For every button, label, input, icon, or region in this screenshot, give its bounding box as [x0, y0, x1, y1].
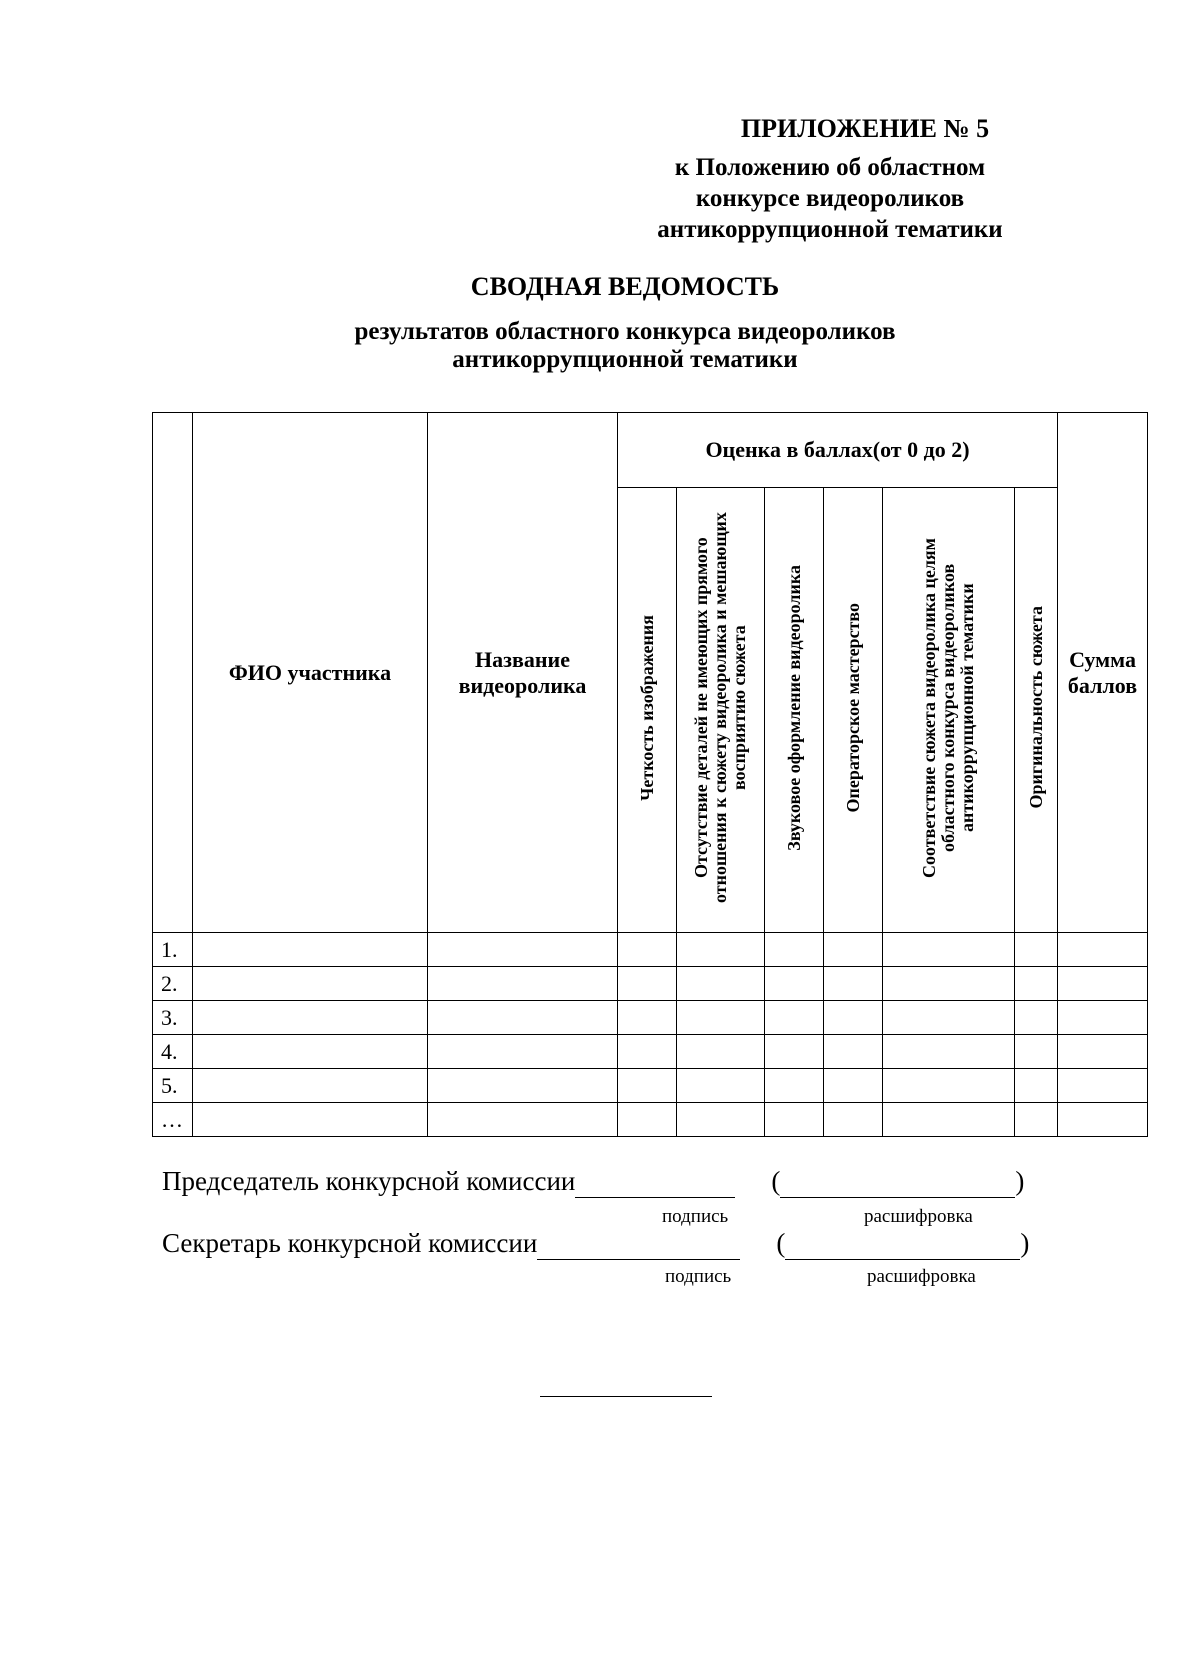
criterion-header	[765, 488, 824, 933]
appendix-line: конкурсе видеороликов	[695, 185, 965, 212]
results-table	[152, 412, 1148, 1137]
table-cell[interactable]	[618, 933, 677, 967]
decoding-caption: расшифровка	[864, 1206, 973, 1227]
open-paren: (	[771, 1166, 781, 1196]
table-cell[interactable]	[677, 1069, 765, 1103]
criterion-label: Соответствие сюжета видеоролика целям областного конкурса видеороликов антикоррупционной тематики	[919, 537, 977, 878]
table-cell[interactable]	[677, 1001, 765, 1035]
table-cell[interactable]	[193, 933, 428, 967]
appendix-line: антикоррупционной тематики	[657, 216, 1003, 243]
row-number: 3.	[153, 1001, 193, 1035]
table-cell[interactable]	[1015, 1103, 1058, 1137]
appendix-reference	[620, 152, 1040, 245]
criterion-header	[883, 488, 1015, 933]
table-cell[interactable]	[824, 1035, 883, 1069]
table-cell[interactable]	[765, 1103, 824, 1137]
row-number: 1.	[153, 933, 193, 967]
row-number: …	[153, 1103, 193, 1137]
close-paren: )	[1020, 1228, 1030, 1258]
table-row	[153, 967, 1148, 1001]
chairman-label: Председатель конкурсной комиссии	[162, 1166, 576, 1196]
participant-header: ФИО участника	[193, 413, 428, 933]
table-cell[interactable]	[193, 1001, 428, 1035]
table-row	[153, 1035, 1148, 1069]
appendix-number: ПРИЛОЖЕНИЕ № 5	[740, 114, 990, 143]
table-cell[interactable]	[618, 967, 677, 1001]
subtitle-line: результатов областного конкурса видеороликов	[354, 318, 896, 345]
table-cell[interactable]	[765, 1069, 824, 1103]
row-number: 4.	[153, 1035, 193, 1069]
close-paren: )	[1015, 1166, 1025, 1196]
table-cell[interactable]	[677, 1103, 765, 1137]
table-cell[interactable]	[428, 967, 618, 1001]
table-cell[interactable]	[1058, 1001, 1148, 1035]
video-title-header: Название видеоролика	[428, 413, 618, 933]
open-paren: (	[776, 1228, 786, 1258]
table-cell[interactable]	[883, 1001, 1015, 1035]
table-cell[interactable]	[428, 1001, 618, 1035]
table-cell[interactable]	[428, 933, 618, 967]
secretary-signature-line	[162, 1228, 1029, 1260]
table-cell[interactable]	[193, 1069, 428, 1103]
table-cell[interactable]	[1058, 933, 1148, 967]
table-cell[interactable]	[193, 1103, 428, 1137]
table-cell[interactable]	[1015, 1035, 1058, 1069]
table-cell[interactable]	[428, 1069, 618, 1103]
table-cell[interactable]	[1015, 1069, 1058, 1103]
table-row	[153, 933, 1148, 967]
table-cell[interactable]	[883, 933, 1015, 967]
chairman-signature-line	[162, 1166, 1024, 1198]
table-cell[interactable]	[765, 933, 824, 967]
table-cell[interactable]	[677, 1035, 765, 1069]
table-cell[interactable]	[618, 1035, 677, 1069]
table-cell[interactable]	[824, 1103, 883, 1137]
criterion-header	[677, 488, 765, 933]
document-subtitle	[0, 318, 1200, 374]
table-cell[interactable]	[677, 967, 765, 1001]
subtitle-line: антикоррупционной тематики	[452, 346, 798, 373]
table-cell[interactable]	[1015, 1001, 1058, 1035]
table-row	[153, 1103, 1148, 1137]
decoding-caption: расшифровка	[867, 1266, 976, 1287]
score-group-header: Оценка в баллах(от 0 до 2)	[618, 413, 1058, 488]
criterion-label: Операторское мастерство	[842, 602, 863, 813]
table-cell[interactable]	[618, 1001, 677, 1035]
secretary-decoding-field[interactable]	[785, 1228, 1020, 1260]
table-cell[interactable]	[1058, 967, 1148, 1001]
table-cell[interactable]	[677, 933, 765, 967]
signature-caption: подпись	[662, 1206, 729, 1227]
chairman-decoding-field[interactable]	[780, 1166, 1015, 1198]
table-row	[153, 1001, 1148, 1035]
table-cell[interactable]	[765, 1035, 824, 1069]
table-cell[interactable]	[193, 1035, 428, 1069]
table-cell[interactable]	[824, 967, 883, 1001]
appendix-header	[620, 112, 1040, 245]
table-cell[interactable]	[428, 1103, 618, 1137]
table-cell[interactable]	[1058, 1069, 1148, 1103]
table-cell[interactable]	[1058, 1103, 1148, 1137]
signature-caption: подпись	[665, 1266, 732, 1287]
table-cell[interactable]	[618, 1103, 677, 1137]
table-cell[interactable]	[883, 1035, 1015, 1069]
table-cell[interactable]	[1058, 1035, 1148, 1069]
criterion-label: Оригинальность сюжета	[1025, 606, 1046, 809]
secretary-signature-field[interactable]	[537, 1228, 740, 1260]
table-cell[interactable]	[883, 1103, 1015, 1137]
chairman-signature-field[interactable]	[575, 1166, 735, 1198]
criterion-header	[1015, 488, 1058, 933]
table-cell[interactable]	[765, 967, 824, 1001]
footer-rule	[540, 1396, 712, 1397]
criterion-label: Четкость изображения	[636, 614, 657, 801]
table-cell[interactable]	[824, 1069, 883, 1103]
table-cell[interactable]	[428, 1035, 618, 1069]
appendix-line: к Положению об областном	[674, 154, 986, 181]
number-header-cell	[153, 413, 193, 933]
criterion-label: Отсутствие деталей не имеющих прямого отношения к сюжету видеоролика и мешающих восприятию сюжета	[691, 512, 749, 903]
table-cell[interactable]	[883, 1069, 1015, 1103]
table-cell[interactable]	[1015, 933, 1058, 967]
row-number: 2.	[153, 967, 193, 1001]
table-cell[interactable]	[618, 1069, 677, 1103]
table-cell[interactable]	[1015, 967, 1058, 1001]
total-header: Сумма баллов	[1058, 413, 1148, 933]
table-cell[interactable]	[824, 1001, 883, 1035]
table-cell[interactable]	[883, 967, 1015, 1001]
secretary-label: Секретарь конкурсной комиссии	[162, 1228, 538, 1258]
criterion-header	[618, 488, 677, 933]
table-cell[interactable]	[765, 1001, 824, 1035]
criterion-header	[824, 488, 883, 933]
table-row	[153, 1069, 1148, 1103]
document-title: СВОДНАЯ ВЕДОМОСТЬ	[470, 272, 780, 301]
criterion-label: Звуковое оформление видеоролика	[783, 564, 804, 851]
row-number: 5.	[153, 1069, 193, 1103]
table-cell[interactable]	[193, 967, 428, 1001]
table-cell[interactable]	[824, 933, 883, 967]
